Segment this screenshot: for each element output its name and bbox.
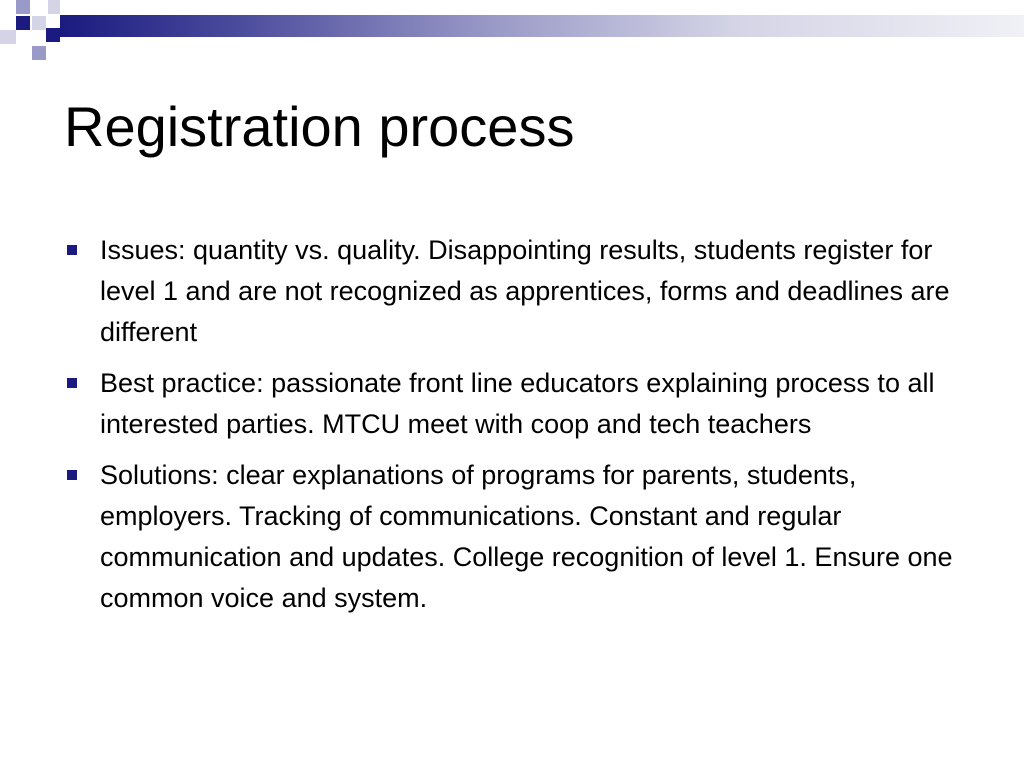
square-bullet-icon: [67, 378, 77, 388]
decor-square: [16, 0, 30, 14]
bullet-list: [64, 230, 974, 629]
decor-square: [16, 16, 30, 30]
decor-square: [32, 16, 46, 30]
square-bullet-icon: [67, 470, 77, 480]
slide-title: Registration process: [64, 95, 575, 158]
decor-square: [48, 0, 60, 14]
bullet-text: Best practice: passionate front line educators explaining process to all interested parties. MTCU meet with coop and tech teachers: [100, 368, 935, 439]
decor-square: [46, 28, 60, 42]
bullet-item-solutions: [64, 455, 974, 619]
bullet-item-best-practice: [64, 363, 974, 445]
bullet-item-issues: [64, 230, 974, 353]
square-bullet-icon: [67, 245, 77, 255]
decor-square: [0, 30, 16, 44]
bullet-text: Solutions: clear explanations of programs for parents, students, employers. Tracking of communications. Constant and regular communication and updates. College recognition of level 1. Ensure one common voice and system.: [100, 460, 953, 613]
bullet-text: Issues: quantity vs. quality. Disappointing results, students register for level 1 and are not recognized as apprentices, forms and deadlines are different: [100, 235, 950, 347]
decor-square: [32, 46, 46, 60]
header-gradient-bar: [60, 15, 1024, 37]
